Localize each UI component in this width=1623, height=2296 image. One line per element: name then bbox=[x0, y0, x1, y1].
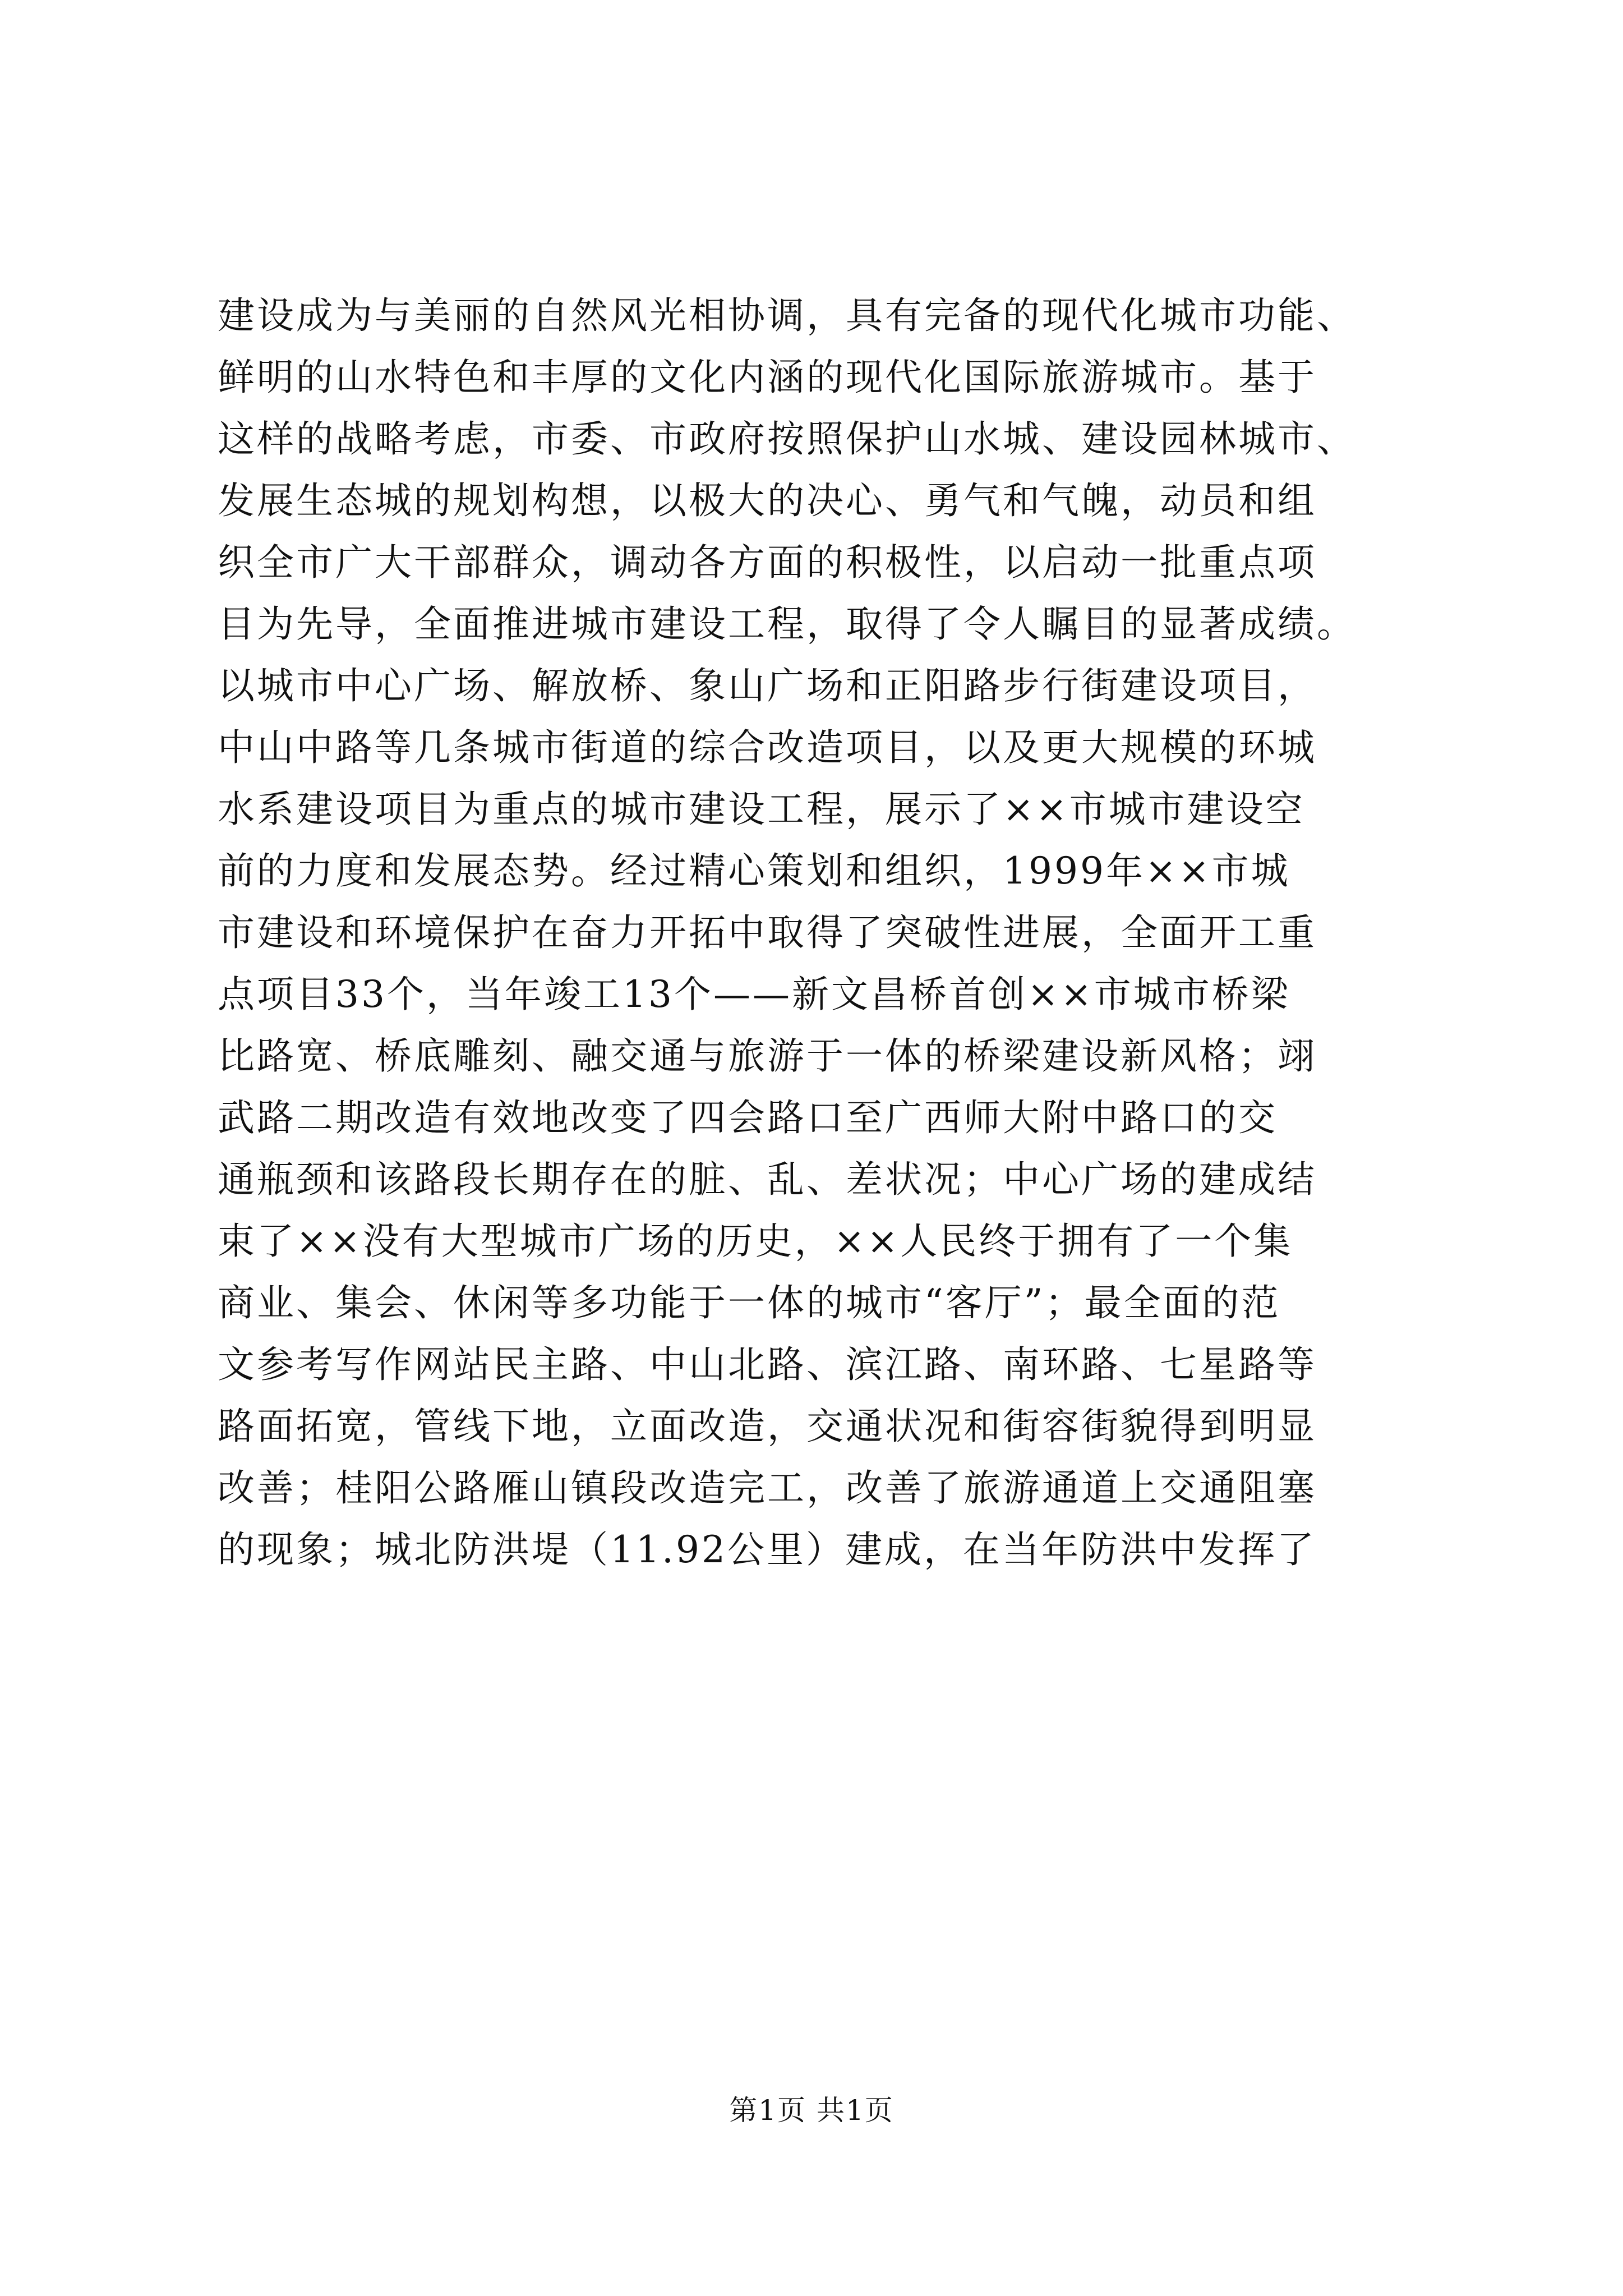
text-line: 目为先导，全面推进城市建设工程，取得了令人瞩目的显著成绩。 bbox=[218, 602, 1356, 646]
text-line: 水系建设项目为重点的城市建设工程，展示了××市城市建设空 bbox=[218, 788, 1305, 831]
text-line: 中山中路等几条城市街道的综合改造项目，以及更大规模的环城 bbox=[218, 726, 1317, 769]
text-line: 鲜明的山水特色和丰厚的文化内涵的现代化国际旅游城市。基于 bbox=[218, 356, 1317, 399]
text-line: 发展生态城的规划构想，以极大的决心、勇气和气魄，动员和组 bbox=[218, 479, 1317, 522]
text-line: 改善；桂阳公路雁山镇段改造完工，改善了旅游通道上交通阻塞 bbox=[218, 1466, 1317, 1510]
text-line: 这样的战略考虑，市委、市政府按照保护山水城、建设园林城市、 bbox=[218, 417, 1356, 461]
text-line: 商业、集会、休闲等多功能于一体的城市“客厅”；最全面的范 bbox=[218, 1281, 1281, 1324]
text-line: 市建设和环境保护在奋力开拓中取得了突破性进展，全面开工重 bbox=[218, 911, 1317, 954]
text-line: 建设成为与美丽的自然风光相协调，具有完备的现代化城市功能、 bbox=[218, 294, 1356, 337]
text-line: 比路宽、桥底雕刻、融交通与旅游于一体的桥梁建设新风格；翊 bbox=[218, 1034, 1317, 1078]
text-line: 以城市中心广场、解放桥、象山广场和正阳路步行街建设项目， bbox=[218, 664, 1317, 707]
text-line: 通瓶颈和该路段长期存在的脏、乱、差状况；中心广场的建成结 bbox=[218, 1158, 1317, 1201]
text-line: 文参考写作网站民主路、中山北路、滨江路、南环路、七星路等 bbox=[218, 1343, 1317, 1386]
text-line: 点项目33个，当年竣工13个——新文昌桥首创××市城市桥梁 bbox=[218, 973, 1290, 1016]
text-line: 束了××没有大型城市广场的历史，××人民终于拥有了一个集 bbox=[218, 1220, 1293, 1263]
text-line: 前的力度和发展态势。经过精心策划和组织，1999年××市城 bbox=[218, 849, 1290, 892]
text-line: 路面拓宽，管线下地，立面改造，交通状况和街容街貌得到明显 bbox=[218, 1405, 1317, 1448]
page-footer: 第1页 共1页 bbox=[729, 2094, 894, 2127]
text-line: 的现象；城北防洪堤（11.92公里）建成，在当年防洪中发挥了 bbox=[218, 1528, 1316, 1571]
text-line: 织全市广大干部群众，调动各方面的积极性，以启动一批重点项 bbox=[218, 541, 1317, 584]
body-text bbox=[218, 285, 1440, 1581]
text-line: 武路二期改造有效地改变了四会路口至广西师大附中路口的交 bbox=[218, 1096, 1278, 1139]
